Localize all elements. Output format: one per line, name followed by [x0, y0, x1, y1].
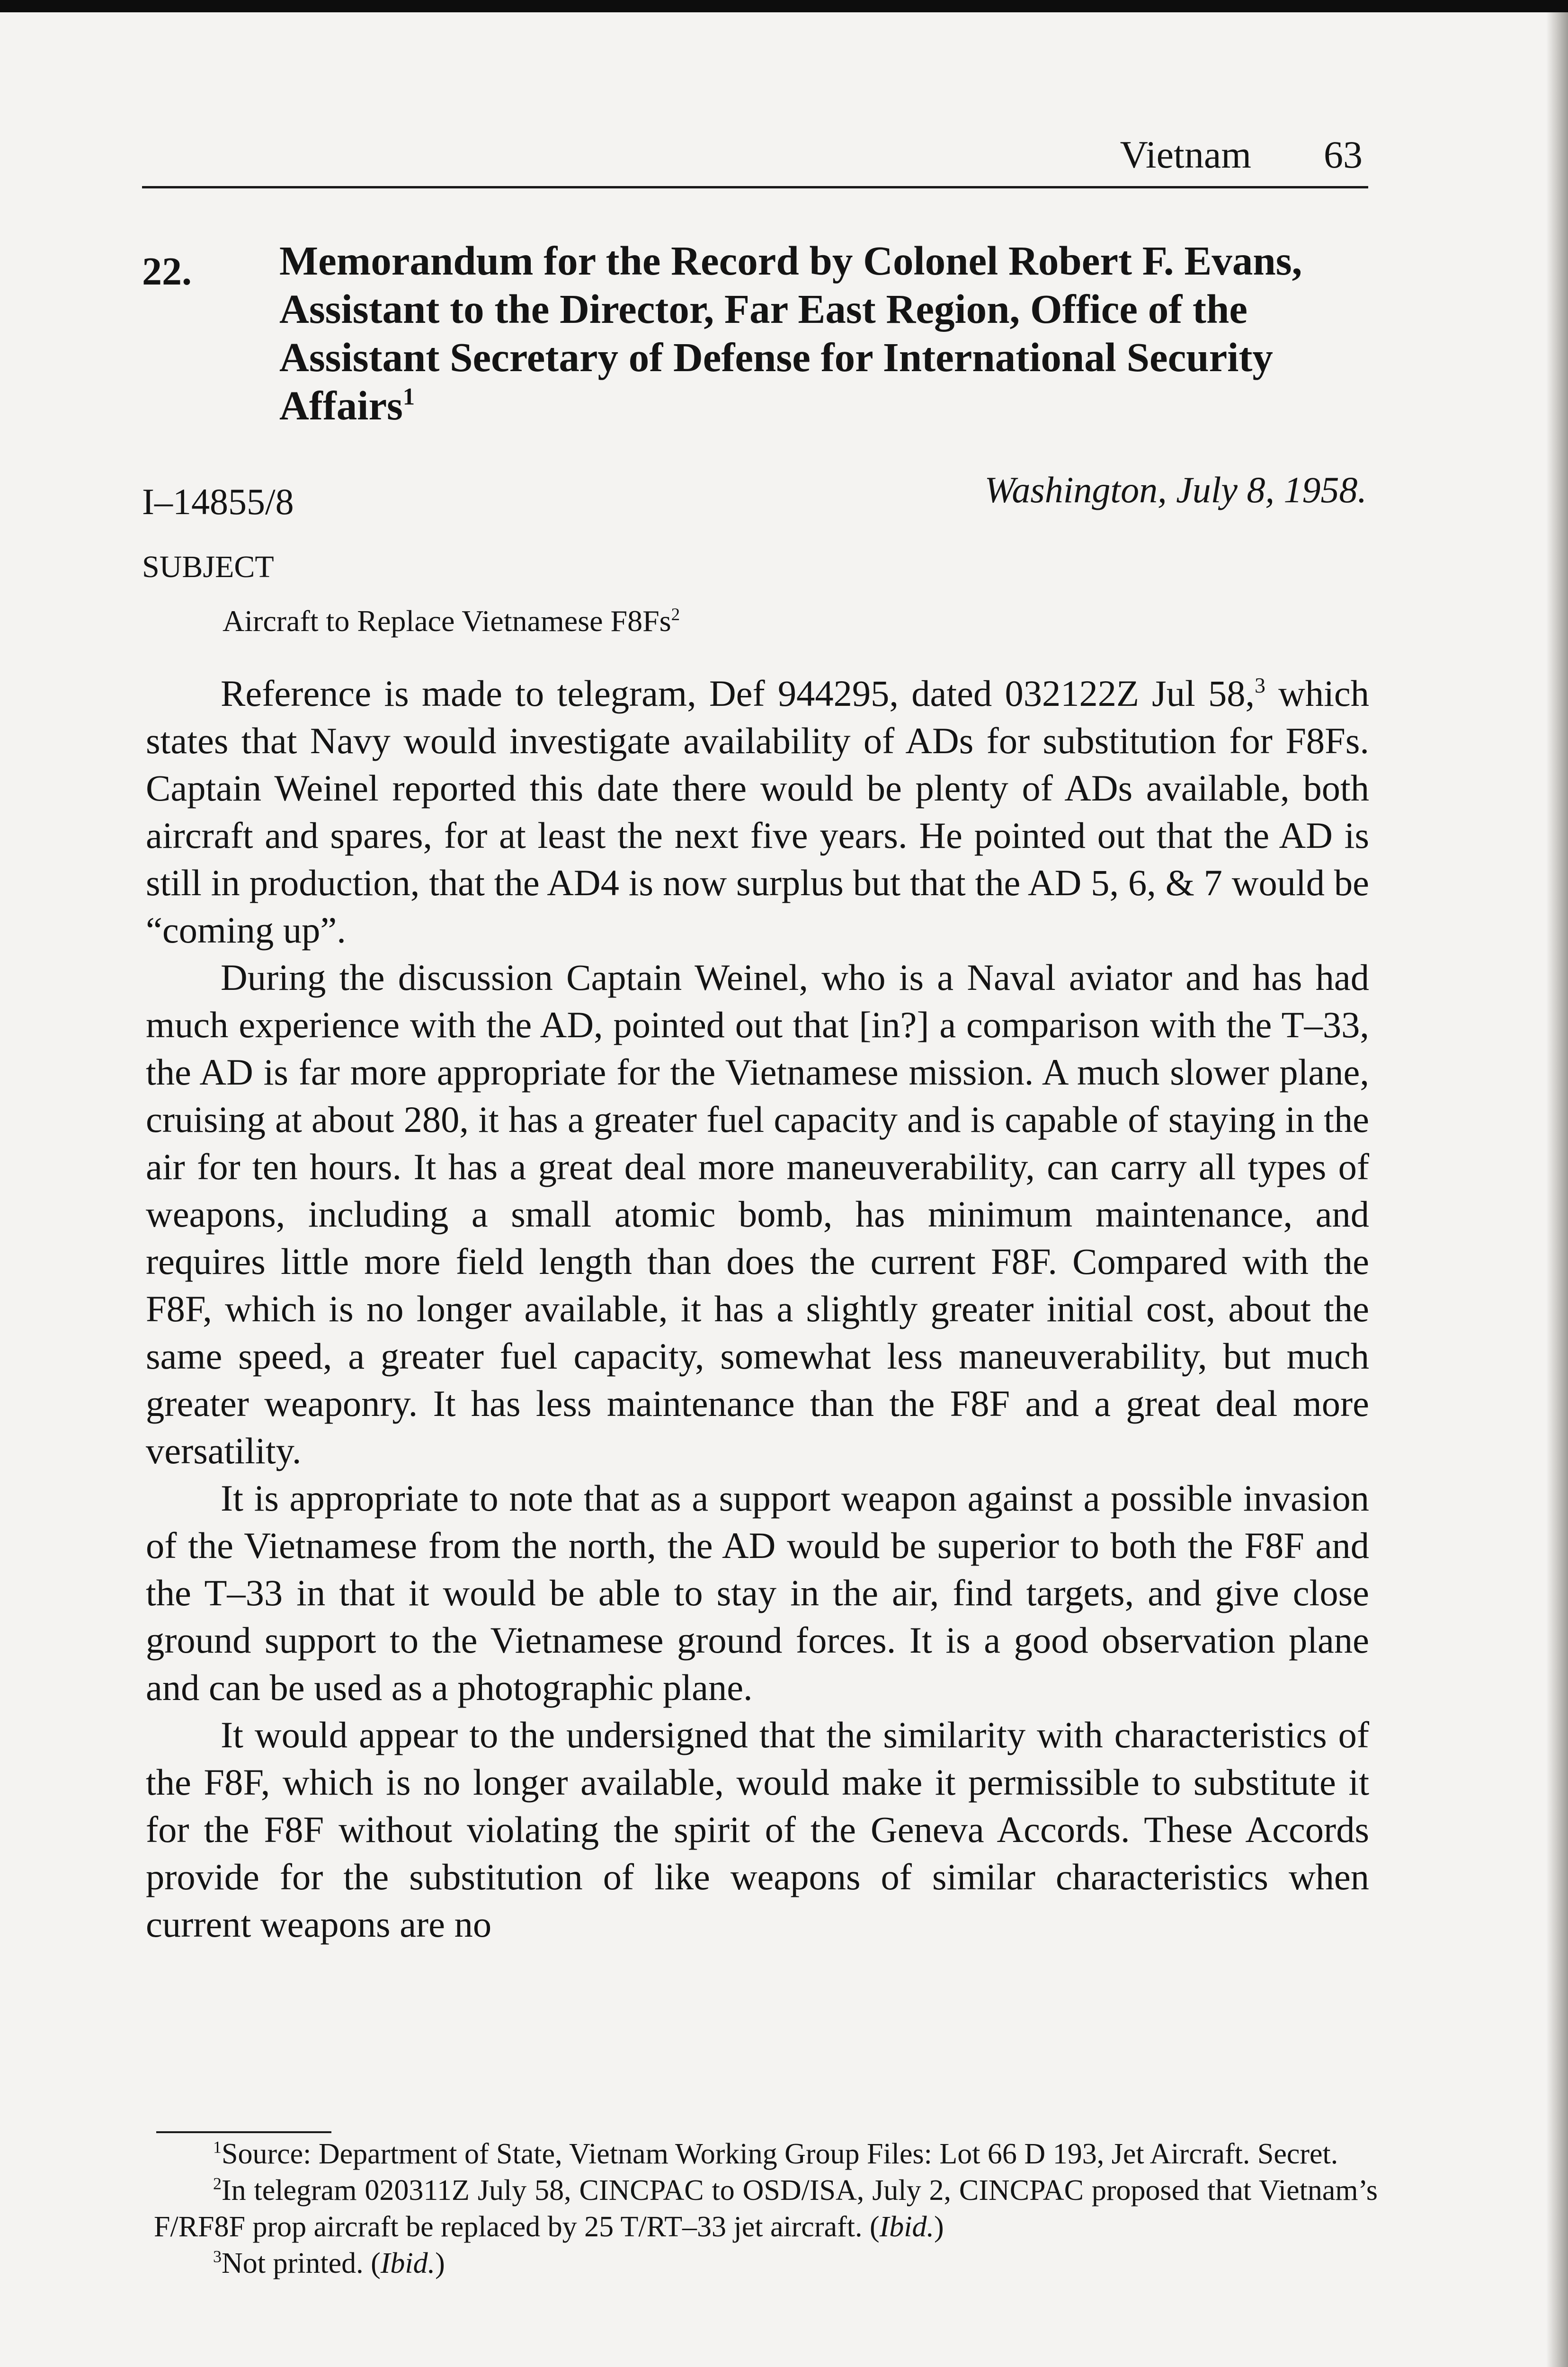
place-date: Washington, July 8, 1958.: [984, 469, 1367, 510]
footnote-close: ): [435, 2247, 445, 2279]
footnotes: [154, 2136, 1378, 2282]
running-head-title: Vietnam: [1120, 133, 1251, 176]
footnote-ref: 1: [402, 383, 415, 410]
document-number: 22.: [142, 249, 192, 294]
document-id: I–14855/8: [142, 481, 294, 522]
subject-label: SUBJECT: [142, 550, 274, 584]
footnote-close: ): [934, 2211, 944, 2243]
paragraph: [146, 670, 1369, 954]
footnote-ibid: Ibid.: [380, 2247, 436, 2279]
document-title-text: Memorandum for the Record by Colonel Robert F. Evans, Assistant to the Director, Far East Region, Office of the Assistant Secretary of Defense for International Security Affairs: [279, 238, 1302, 428]
footnote-mark: 3: [213, 2247, 222, 2266]
page-number: 63: [1324, 133, 1363, 176]
paragraph: During the discussion Captain Weinel, who is a Naval aviator and has had much experience with the AD, pointed out that [in?] a comparison with the T–33, the AD is far more appropriate for the Vietnamese mission. A much slower plane, cruising at about 280, it has a greater fuel capacity and is capable of staying in the air for ten hours. It has a great deal more maneuverability, can carry all types of weapons, including a small atomic bomb, has minimum maintenance, and requires little more field length than does the current F8F. Compared with the F8F, which is no longer available, it has a slightly greater initial cost, about the same speed, a greater fuel capacity, somewhat less maneuverability, but much greater weaponry. It has less maintenance than the F8F and a great deal more versatility.: [146, 957, 1369, 1471]
footnote-ref: 3: [1255, 673, 1265, 697]
scan-page-edge: [1546, 12, 1568, 2367]
paragraph-text: which states that Navy would investigate availability of ADs for substitution for F8Fs. Captain Weinel reported this date there would be plenty of ADs available, both aircraft and spares, for at least the next five years. He pointed out that the AD is still in production, that the AD4 is now surplus but that the AD 5, 6, & 7 would be “coming up”.: [146, 673, 1370, 951]
paragraph: It is appropriate to note that as a support weapon against a possible invasion of the Vietnamese from the north, the AD would be superior to both the F8F and the T–33 in that it would be able to stay in the air, find targets, and give close ground support to the Vietnamese ground forces. It is a good observation plane and can be used as a photographic plane.: [146, 1477, 1369, 1708]
document-title: [279, 237, 1363, 430]
footnote-text: In telegram 020311Z July 58, CINCPAC to OSD/ISA, July 2, CINCPAC proposed that Vietnam’s F/RF8F prop aircraft be replaced by 25 T/RT–33 jet aircraft. (: [154, 2174, 1378, 2243]
footnote: [154, 2172, 1378, 2245]
footnote-text: Source: Department of State, Vietnam Working Group Files: Lot 66 D 193, Jet Aircraft. Secret.: [221, 2138, 1338, 2170]
footnote-rule: [156, 2131, 331, 2133]
subject-value: Aircraft to Replace Vietnamese F8Fs: [223, 604, 671, 638]
footnote-ref: 2: [671, 605, 680, 624]
footnote-mark: 2: [213, 2174, 222, 2193]
scan-top-border: [0, 0, 1568, 12]
footnote-ibid: Ibid.: [879, 2211, 934, 2243]
memo-body: [146, 670, 1369, 1948]
footnote: [154, 2136, 1378, 2172]
header-rule: [142, 186, 1368, 188]
subject-text: [223, 604, 680, 639]
paragraph: It would appear to the undersigned that the similarity with characteristics of the F8F, which is no longer available, would make it permissible to substitute it for the F8F without violating the spirit of the Geneva Accords. These Accords provide for the substitution of like weapons of similar characteristics when current weapons are no: [146, 1714, 1369, 1945]
paragraph-text: Reference is made to telegram, Def 944295, dated 032122Z Jul 58,: [221, 673, 1255, 714]
footnote-text: Not printed. (: [221, 2247, 381, 2279]
running-head: [142, 133, 1373, 185]
footnote-mark: 1: [213, 2137, 222, 2157]
footnote: [154, 2245, 1378, 2282]
